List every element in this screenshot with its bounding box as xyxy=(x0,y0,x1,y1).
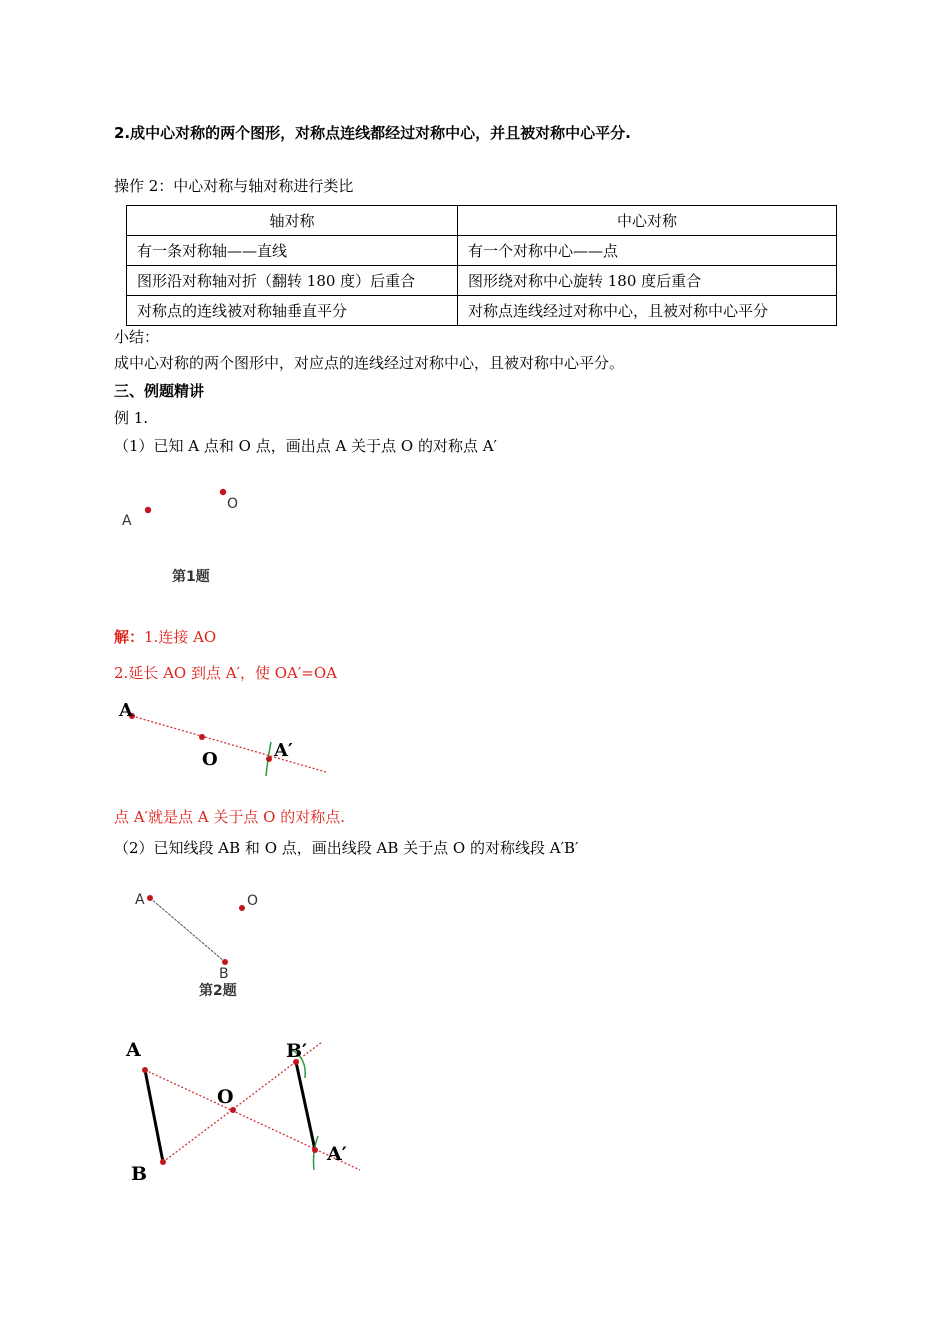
label-a-prime: A′ xyxy=(327,1143,347,1165)
label-b: B xyxy=(219,966,229,982)
point-b xyxy=(160,1159,166,1165)
point-a xyxy=(147,895,153,901)
label-a: A xyxy=(119,700,133,721)
point-o xyxy=(220,489,226,495)
label-b: B xyxy=(131,1163,148,1185)
label-o: O xyxy=(202,749,218,770)
table-header-central: 中心对称 xyxy=(458,206,837,236)
table-cell: 有一条对称轴——直线 xyxy=(127,236,458,266)
label-b-prime: B′ xyxy=(286,1040,308,1062)
solution-label: 解： xyxy=(114,628,145,646)
summary-text: 成中心对称的两个图形中，对应点的连线经过对称中心，且被对称中心平分。 xyxy=(114,354,625,372)
figure-1-caption: 第1题 xyxy=(172,569,210,585)
solution-step-1: 1.连接 AO xyxy=(144,628,217,646)
table-cell: 对称点的连线被对称轴垂直平分 xyxy=(127,296,458,326)
table-row xyxy=(127,236,837,266)
label-a: A xyxy=(126,1039,141,1061)
table-cell: 图形沿对称轴对折（翻转 180 度）后重合 xyxy=(127,266,458,296)
table-cell: 图形绕对称中心旋转 180 度后重合 xyxy=(458,266,837,296)
figure-3-caption: 第2题 xyxy=(199,983,237,999)
question-2-text: （2）已知线段 AB 和 O 点，画出线段 AB 关于点 O 的对称线段 A′B′ xyxy=(114,839,579,857)
table-header-row xyxy=(127,206,837,236)
point-o xyxy=(239,905,245,911)
table-cell: 有一个对称中心——点 xyxy=(458,236,837,266)
label-o: O xyxy=(247,893,259,909)
property-2-text: 2.成中心对称的两个图形，对称点连线都经过对称中心，并且被对称中心平分. xyxy=(114,124,631,142)
solution-line-1 xyxy=(114,627,216,647)
figure-3 xyxy=(120,880,280,1000)
question-1-text: （1）已知 A 点和 O 点，画出点 A 关于点 O 的对称点 A′ xyxy=(114,437,497,455)
figure-4 xyxy=(110,1030,370,1190)
table-header-axial: 轴对称 xyxy=(127,206,458,236)
segment-ab xyxy=(145,1070,163,1162)
summary-label: 小结： xyxy=(114,328,160,346)
table-cell: 对称点连线经过对称中心，且被对称中心平分 xyxy=(458,296,837,326)
solution-conclusion: 点 A′就是点 A 关于点 O 的对称点. xyxy=(114,808,345,826)
table-row xyxy=(127,296,837,326)
line-ao-extended xyxy=(132,716,326,772)
point-o xyxy=(199,734,205,740)
comparison-table xyxy=(126,205,837,326)
point-b xyxy=(222,959,228,965)
label-a: A xyxy=(122,513,132,529)
table-row xyxy=(127,266,837,296)
label-o: O xyxy=(217,1086,234,1108)
figure-2 xyxy=(110,690,340,785)
figure-1 xyxy=(110,480,270,590)
segment-ab xyxy=(150,898,225,962)
point-a-prime xyxy=(312,1147,318,1153)
example-1-label: 例 1. xyxy=(114,409,149,427)
point-a-prime xyxy=(266,756,272,762)
point-a xyxy=(142,1067,148,1073)
point-a xyxy=(145,507,151,513)
label-a-prime: A′ xyxy=(274,740,293,761)
label-a: A xyxy=(135,892,145,908)
label-o: O xyxy=(227,496,239,512)
operation-2-text: 操作 2：中心对称与轴对称进行类比 xyxy=(114,177,354,195)
section-3-title: 三、例题精讲 xyxy=(114,382,205,400)
solution-step-2: 2.延长 AO 到点 A′，使 OA′=OA xyxy=(114,664,337,682)
